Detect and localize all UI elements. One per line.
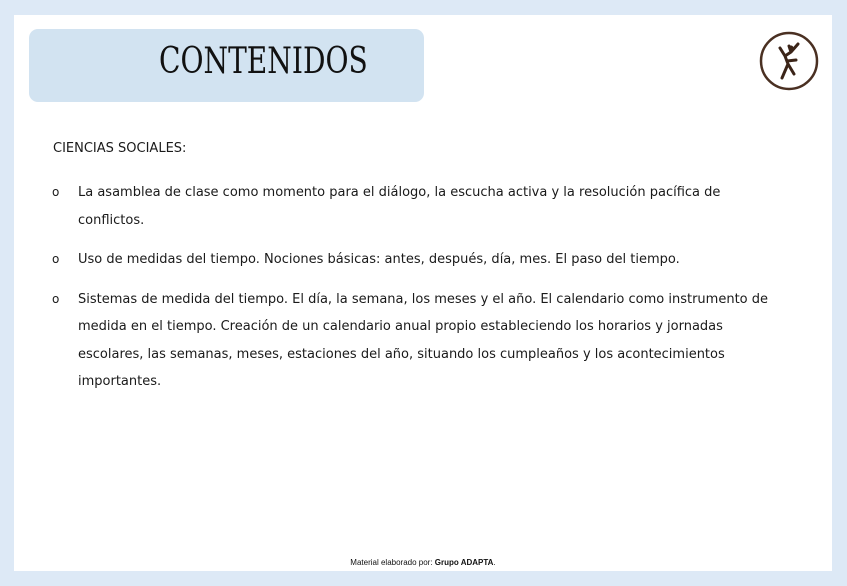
page-title: CONTENIDOS — [159, 41, 368, 82]
footer-prefix: Material elaborado por: — [350, 558, 435, 567]
list-item — [52, 246, 782, 274]
footer-suffix: . — [493, 558, 496, 567]
bullet-marker: o — [52, 185, 60, 199]
bullet-marker: o — [52, 291, 60, 306]
title-banner — [29, 29, 424, 102]
document-page — [14, 15, 832, 571]
content-list — [52, 179, 782, 408]
section-heading: CIENCIAS SOCIALES: — [53, 141, 187, 156]
list-item-text: La asamblea de clase como momento para el diálogo, la escucha activa y la resolución pacífica de conflictos. — [78, 185, 721, 228]
list-item-text: Uso de medidas del tiempo. Nociones básicas: antes, después, día, mes. El paso del tiempo. — [78, 252, 680, 267]
list-item — [52, 179, 782, 234]
bullet-marker: o — [52, 252, 60, 266]
footer-credit — [14, 558, 832, 567]
list-item-text: Sistemas de medida del tiempo. El día, la semana, los meses y el año. El calendario como instrumento de medida en el tiempo. Creación de un calendario anual propio estableciendo los horarios y jornadas escolares, las semanas, meses, estaciones del año, situando los cumpleaños y los acontecimientos importantes. — [78, 291, 769, 389]
dancer-logo-icon — [758, 30, 820, 92]
list-item — [52, 286, 782, 396]
footer-author: Grupo ADAPTA — [434, 558, 494, 567]
